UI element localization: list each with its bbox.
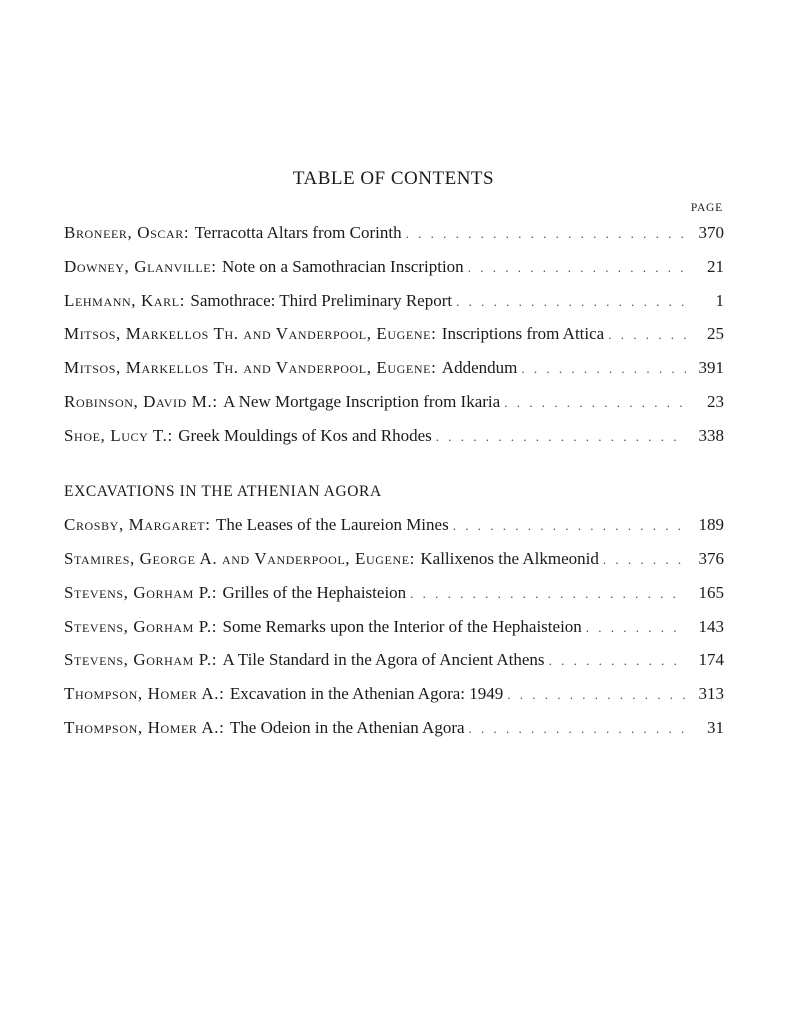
- toc-title: The Leases of the Laureion Mines: [215, 515, 449, 534]
- toc-entry: Shoe, Lucy T. : Greek Mouldings of Kos and Rhodes . . . 338: [64, 426, 724, 450]
- toc-page-number: 189: [698, 515, 724, 534]
- toc-page-number: 165: [698, 583, 724, 602]
- dot-leader: [468, 260, 686, 276]
- toc-entry: Mitsos, Markellos Th. and Vanderpool, Eugene : Addendum . . . 391: [64, 358, 724, 382]
- dot-leader: [521, 361, 686, 377]
- toc-author: Stevens, Gorham P.: [64, 650, 212, 669]
- dot-leader: [456, 294, 686, 310]
- toc-author: Mitsos, Markellos Th. and Vanderpool, Eugene: [64, 358, 432, 377]
- dot-leader: [469, 721, 686, 737]
- dot-leader: [436, 429, 686, 445]
- toc-title: Note on a Samothracian Inscription: [221, 257, 464, 276]
- toc-author: Stevens, Gorham P.: [64, 617, 212, 636]
- toc-author: Stevens, Gorham P.: [64, 583, 212, 602]
- toc-entry: Broneer, Oscar : Terracotta Altars from Corinth . . . 370: [64, 223, 724, 247]
- toc-title: Samothrace: Third Preliminary Report: [190, 291, 453, 310]
- toc-title: The Odeion in the Athenian Agora: [229, 718, 465, 737]
- dot-leader: [406, 226, 686, 242]
- page-column-header: PAGE: [690, 202, 723, 214]
- dot-leader: [507, 687, 686, 703]
- toc-page-number: 391: [698, 358, 724, 377]
- toc-page-number: 174: [698, 650, 724, 669]
- toc-author: Thompson, Homer A.: [64, 718, 220, 737]
- dot-leader: [504, 395, 686, 411]
- toc-entry: Stevens, Gorham P. : Some Remarks upon the Interior of the Hephaisteion . . . 143: [64, 617, 724, 641]
- dot-leader: [549, 653, 686, 669]
- toc-title: A New Mortgage Inscription from Ikaria: [223, 392, 501, 411]
- toc-author: Shoe, Lucy T.: [64, 426, 168, 445]
- toc-author: Stamires, George A. and Vanderpool, Eugene: [64, 549, 410, 568]
- toc-entry: Robinson, David M. : A New Mortgage Inscription from Ikaria . . . 23: [64, 392, 724, 416]
- toc-title: Inscriptions from Attica: [441, 324, 605, 343]
- toc-author: Thompson, Homer A.: [64, 684, 220, 703]
- dot-leader: [410, 586, 686, 602]
- toc-page-number: 31: [707, 718, 724, 737]
- toc-author: Broneer, Oscar: [64, 223, 184, 242]
- toc-entry: Thompson, Homer A. : The Odeion in the Athenian Agora . . . 31: [64, 718, 724, 742]
- toc-title: Grilles of the Hephaisteion: [222, 583, 407, 602]
- toc-entry: Thompson, Homer A. : Excavation in the Athenian Agora: 1949 . . . 313: [64, 684, 724, 708]
- toc-entry: Crosby, Margaret : The Leases of the Laureion Mines . . . 189: [64, 515, 724, 539]
- toc-entry: Stevens, Gorham P. : Grilles of the Hephaisteion . . . 165: [64, 583, 724, 607]
- toc-page-number: 21: [707, 257, 724, 276]
- page-title: TABLE OF CONTENTS: [292, 168, 495, 189]
- toc-page-number: 370: [698, 223, 724, 242]
- dot-leader: [608, 327, 686, 343]
- toc-title: Kallixenos the Alkmeonid: [420, 549, 599, 568]
- toc-entry: Stamires, George A. and Vanderpool, Eugene : Kallixenos the Alkmeonid . . . 376: [64, 549, 724, 573]
- toc-page-number: 376: [698, 549, 724, 568]
- section-heading: EXCAVATIONS IN THE ATHENIAN AGORA: [64, 483, 382, 500]
- toc-page-number: 143: [698, 617, 724, 636]
- toc-entry: Downey, Glanville : Note on a Samothracian Inscription . . . 21: [64, 257, 724, 281]
- toc-title: Addendum: [441, 358, 518, 377]
- toc-author: Downey, Glanville: [64, 257, 212, 276]
- toc-title: Excavation in the Athenian Agora: 1949: [229, 684, 504, 703]
- toc-page-number: 1: [715, 291, 724, 310]
- toc-page-number: 25: [707, 324, 724, 343]
- toc-entry: Stevens, Gorham P. : A Tile Standard in the Agora of Ancient Athens . . . 174: [64, 650, 724, 674]
- toc-author: Crosby, Margaret: [64, 515, 206, 534]
- toc-title: Greek Mouldings of Kos and Rhodes: [178, 426, 432, 445]
- toc-title: Some Remarks upon the Interior of the Hephaisteion: [222, 617, 582, 636]
- dot-leader: [453, 518, 686, 534]
- toc-author: Lehmann, Karl: [64, 291, 180, 310]
- toc-page-number: 23: [707, 392, 724, 411]
- toc-entry: Mitsos, Markellos Th. and Vanderpool, Eugene : Inscriptions from Attica . . . 25: [64, 324, 724, 348]
- toc-author: Mitsos, Markellos Th. and Vanderpool, Eugene: [64, 324, 432, 343]
- dot-leader: [603, 552, 686, 568]
- toc-title: Terracotta Altars from Corinth: [194, 223, 402, 242]
- toc-entry: Lehmann, Karl : Samothrace: Third Preliminary Report . . . 1: [64, 291, 724, 315]
- toc-title: A Tile Standard in the Agora of Ancient Athens: [222, 650, 545, 669]
- toc-page-number: 313: [698, 684, 724, 703]
- toc-page-number: 338: [698, 426, 724, 445]
- dot-leader: [586, 620, 686, 636]
- toc-author: Robinson, David M.: [64, 392, 213, 411]
